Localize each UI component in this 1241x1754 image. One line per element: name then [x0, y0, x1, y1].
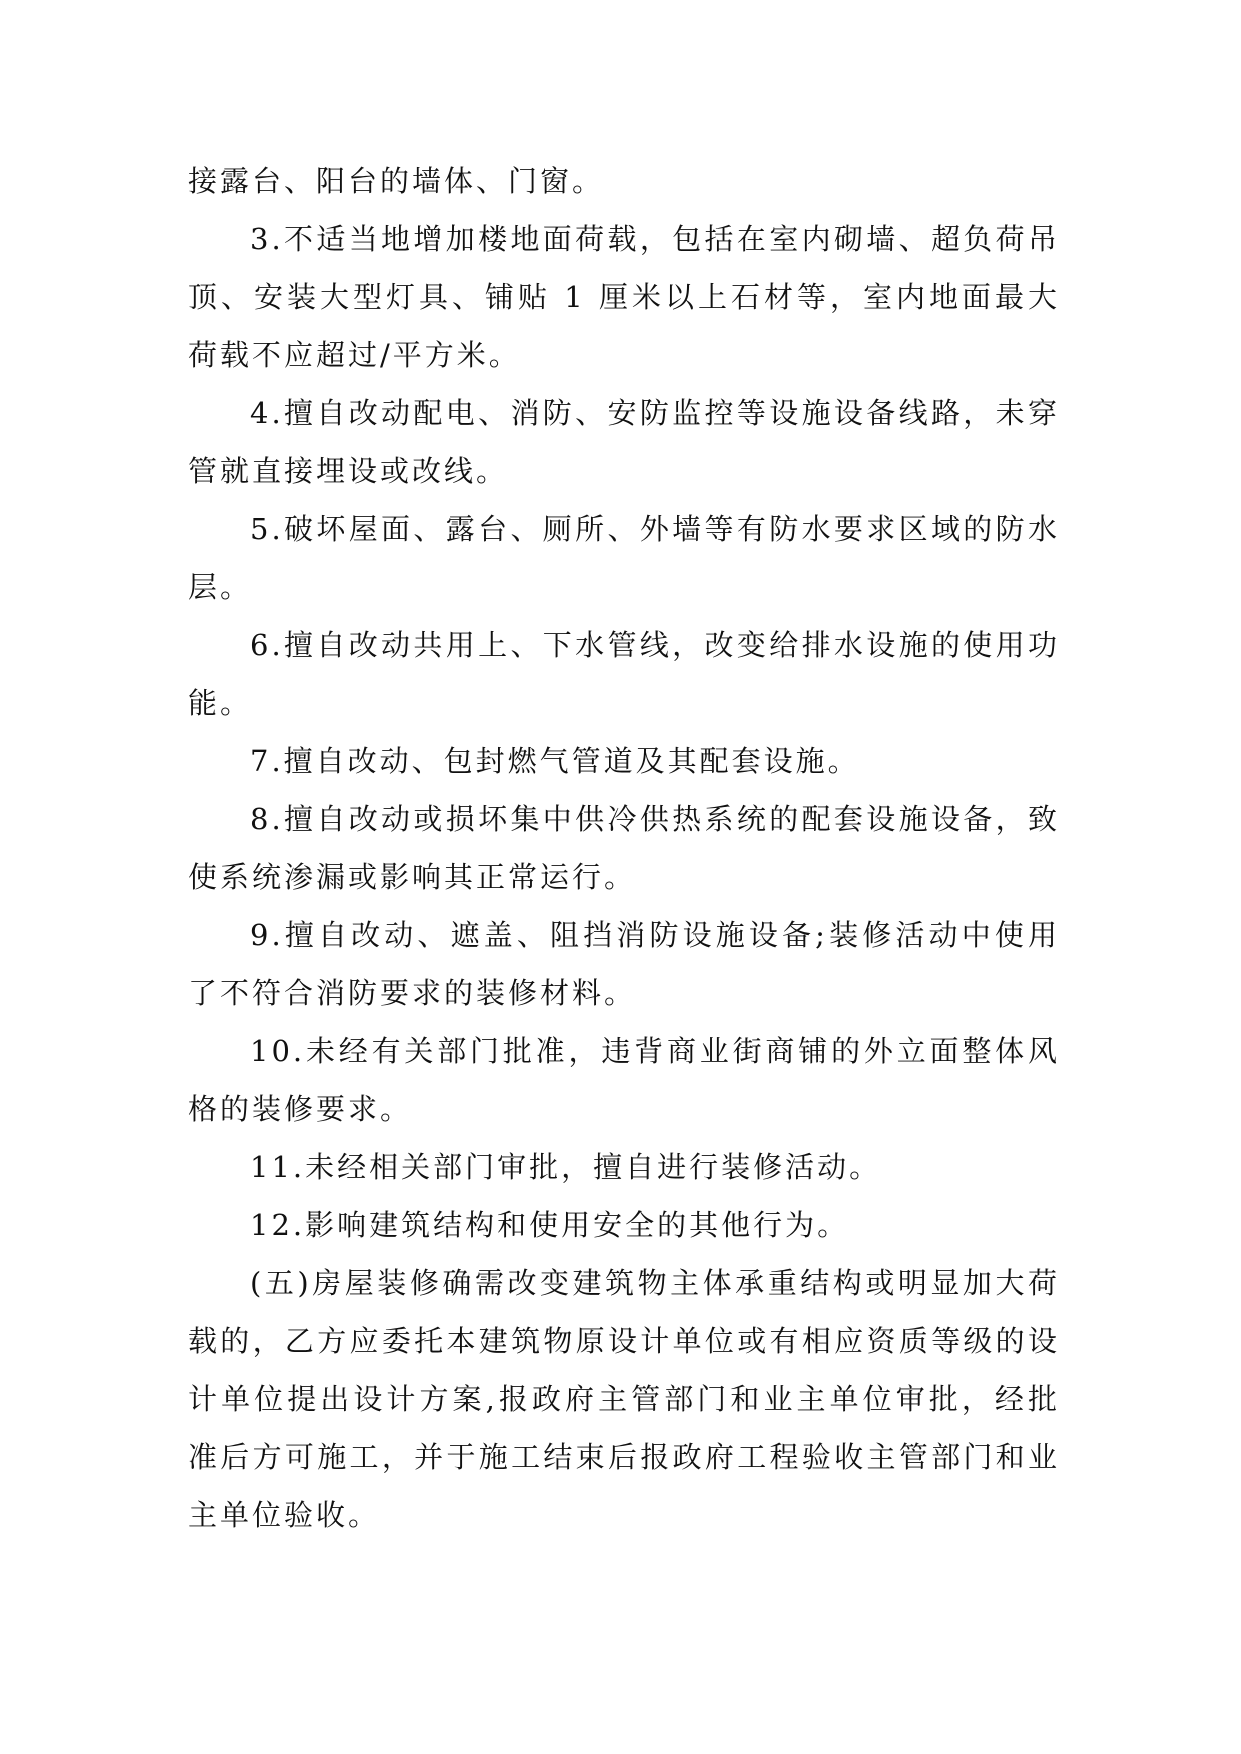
paragraph-item-4: 4.擅自改动配电、消防、安防监控等设施设备线路，未穿管就直接埋设或改线。	[188, 396, 1060, 488]
paragraph-item-11: 11.未经相关部门审批，擅自进行装修活动。	[250, 1150, 882, 1184]
paragraph-item-6: 6.擅自改动共用上、下水管线，改变给排水设施的使用功能。	[188, 628, 1060, 720]
paragraph-item-8: 8.擅自改动或损坏集中供冷供热系统的配套设施设备，致使系统渗漏或影响其正常运行。	[188, 802, 1060, 894]
paragraph-item-7: 7.擅自改动、包封燃气管道及其配套设施。	[250, 744, 860, 778]
paragraph-continuation: 接露台、阳台的墙体、门窗。	[188, 164, 605, 198]
paragraph-item-10: 10.未经有关部门批准，违背商业街商铺的外立面整体风格的装修要求。	[188, 1034, 1060, 1126]
paragraph-item-5: 5.破坏屋面、露台、厕所、外墙等有防水要求区域的防水层。	[188, 512, 1060, 604]
paragraph-item-9: 9.擅自改动、遮盖、阻挡消防设施设备;装修活动中使用了不符合消防要求的装修材料。	[188, 918, 1060, 1010]
paragraph-item-3: 3.不适当地增加楼地面荷载，包括在室内砌墙、超负荷吊顶、安装大型灯具、铺贴 1 厘米以上石材等，室内地面最大荷载不应超过/平方米。	[188, 222, 1060, 372]
document-body	[188, 152, 1060, 1544]
paragraph-item-12: 12.影响建筑结构和使用安全的其他行为。	[250, 1208, 850, 1242]
paragraph-section-5: (五)房屋装修确需改变建筑物主体承重结构或明显加大荷载的，乙方应委托本建筑物原设计单位或有相应资质等级的设计单位提出设计方案,报政府主管部门和业主单位审批，经批准后方可施工，并于施工结束后报政府工程验收主管部门和业主单位验收。	[188, 1266, 1060, 1532]
